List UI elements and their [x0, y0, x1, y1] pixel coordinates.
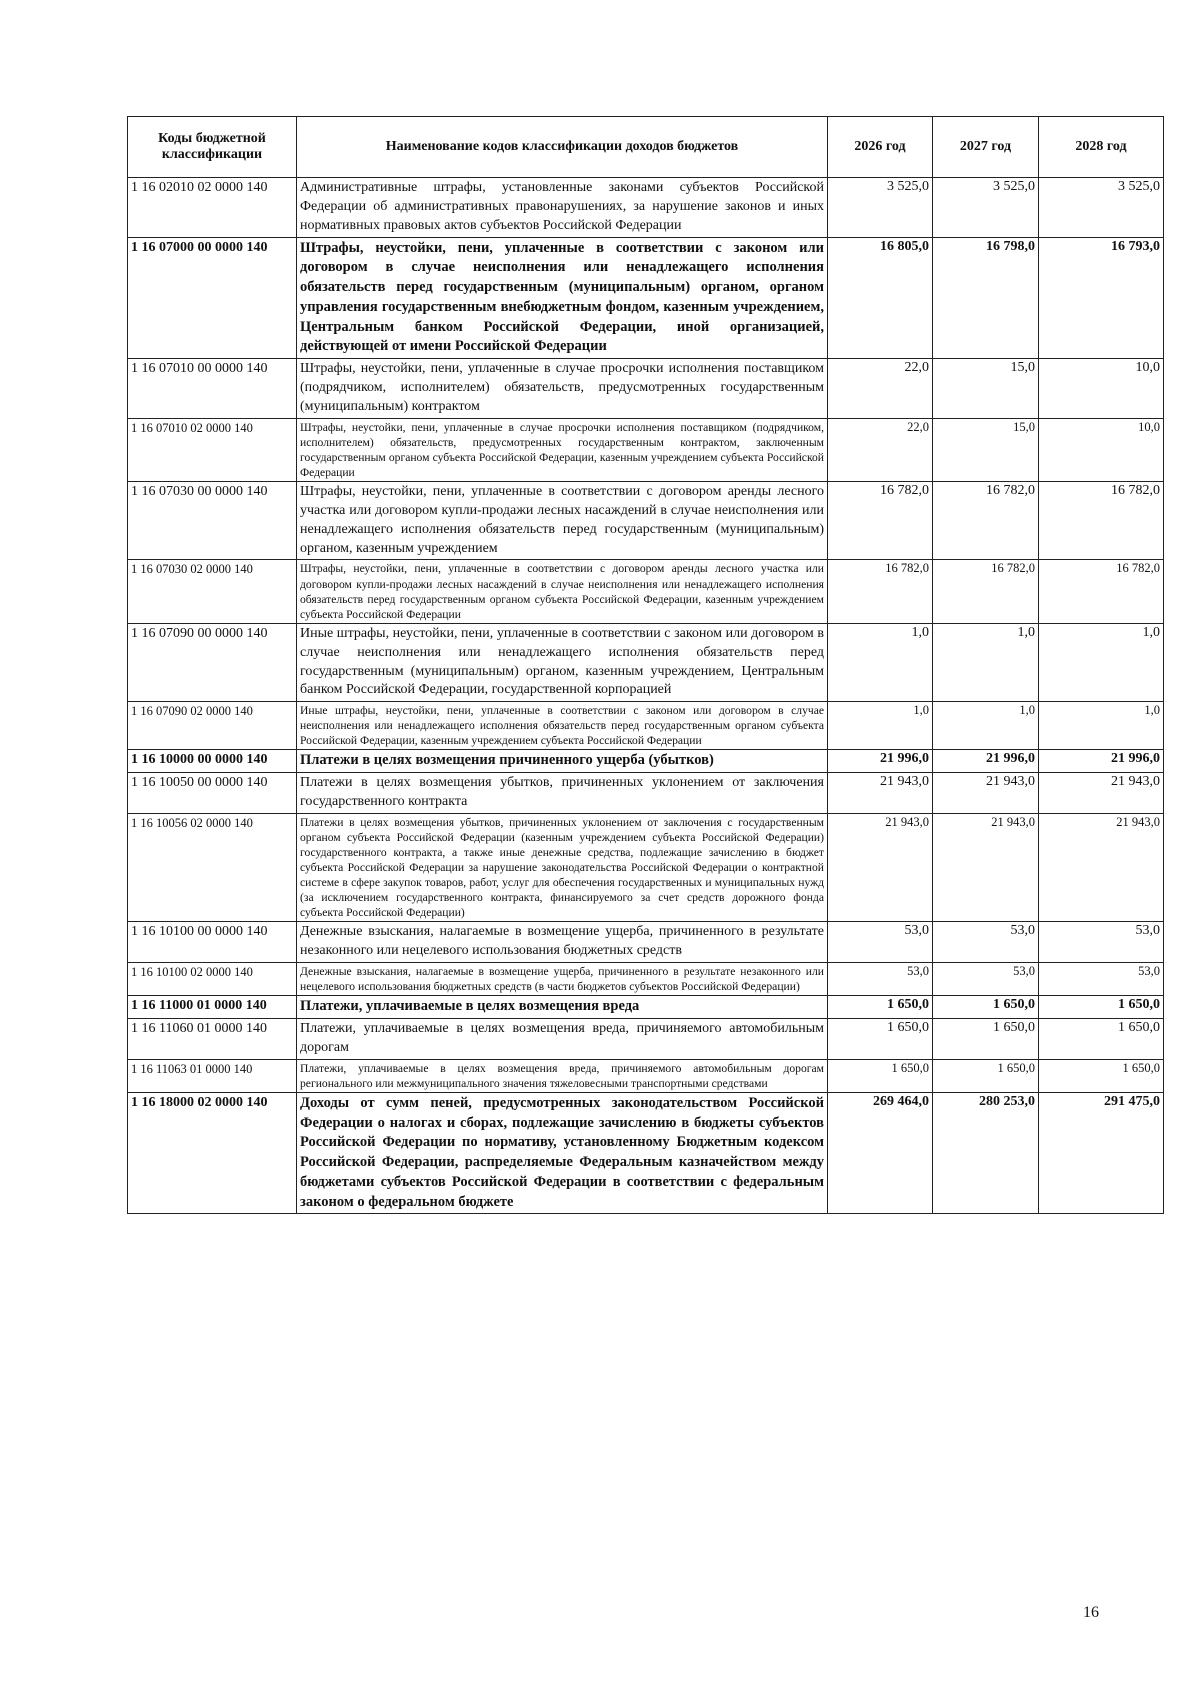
row-value-2026: 16 782,0 [828, 481, 933, 560]
row-value-2027: 16 798,0 [933, 237, 1039, 358]
row-value-2028: 10,0 [1039, 358, 1164, 418]
row-code: 1 16 11063 01 0000 140 [128, 1059, 297, 1092]
row-code: 1 16 10050 00 0000 140 [128, 773, 297, 814]
row-value-2027: 53,0 [933, 922, 1039, 963]
row-value-2026: 1 650,0 [828, 996, 933, 1019]
row-value-2028: 3 525,0 [1039, 178, 1164, 238]
row-code: 1 16 07010 02 0000 140 [128, 418, 297, 481]
row-value-2026: 21 943,0 [828, 813, 933, 921]
row-code: 1 16 07090 00 0000 140 [128, 623, 297, 702]
table-row [128, 702, 1164, 750]
row-code: 1 16 10100 02 0000 140 [128, 963, 297, 996]
table-row [128, 963, 1164, 996]
row-value-2026: 16 782,0 [828, 560, 933, 623]
row-name: Платежи в целях возмещения причиненного ущерба (убытков) [297, 750, 828, 773]
row-value-2027: 3 525,0 [933, 178, 1039, 238]
row-code: 1 16 07090 02 0000 140 [128, 702, 297, 750]
table-row [128, 481, 1164, 560]
table-row [128, 178, 1164, 238]
page-number: 16 [1083, 1604, 1099, 1621]
row-name: Штрафы, неустойки, пени, уплаченные в соответствии с законом или договором в случае неисполнения или ненадлежащего исполнения обязательств перед государственным (муниципальным) органом, органом управления государственным внебюджетным фондом, казенным учреждением, Центральным банком Российской Федерации, иной организацией, действующей от имени Российской Федерации [297, 237, 828, 358]
row-value-2026: 22,0 [828, 358, 933, 418]
row-name: Денежные взыскания, налагаемые в возмещение ущерба, причиненного в результате незаконного или нецелевого использования бюджетных средств [297, 922, 828, 963]
row-name: Иные штрафы, неустойки, пени, уплаченные в соответствии с законом или договором в случае неисполнения или ненадлежащего исполнения обязательств перед государственным (муниципальным) органом, казенным учреждением, Центральным банком Российской Федерации, государственной корпорацией [297, 623, 828, 702]
row-value-2027: 280 253,0 [933, 1092, 1039, 1213]
row-value-2028: 10,0 [1039, 418, 1164, 481]
row-value-2027: 15,0 [933, 358, 1039, 418]
table-row [128, 1059, 1164, 1092]
row-code: 1 16 02010 02 0000 140 [128, 178, 297, 238]
row-value-2027: 16 782,0 [933, 481, 1039, 560]
row-code: 1 16 11000 01 0000 140 [128, 996, 297, 1019]
row-value-2026: 22,0 [828, 418, 933, 481]
table-row [128, 1092, 1164, 1213]
table-row [128, 750, 1164, 773]
row-value-2026: 1 650,0 [828, 1019, 933, 1060]
row-name: Платежи, уплачиваемые в целях возмещения вреда [297, 996, 828, 1019]
row-name: Платежи в целях возмещения убытков, причиненных уклонением от заключения государственного контракта [297, 773, 828, 814]
row-value-2027: 1 650,0 [933, 996, 1039, 1019]
row-code: 1 16 07030 00 0000 140 [128, 481, 297, 560]
row-value-2026: 21 996,0 [828, 750, 933, 773]
row-name: Платежи, уплачиваемые в целях возмещения вреда, причиняемого автомобильным дорогам [297, 1019, 828, 1060]
row-value-2027: 1,0 [933, 702, 1039, 750]
row-value-2028: 1,0 [1039, 702, 1164, 750]
row-value-2027: 21 996,0 [933, 750, 1039, 773]
row-name: Штрафы, неустойки, пени, уплаченные в соответствии с договором аренды лесного участка или договором купли-продажи лесных насаждений в случае неисполнения или ненадлежащего исполнения обязательств перед государственным органом субъекта Российской Федерации, казенным учреждением субъекта Российской Федерации [297, 560, 828, 623]
header-name: Наименование кодов классификации доходов бюджетов [297, 117, 828, 178]
row-name: Денежные взыскания, налагаемые в возмещение ущерба, причиненного в результате незаконного или нецелевого использования бюджетных средств (в части бюджетов субъектов Российской Федерации) [297, 963, 828, 996]
row-value-2028: 21 943,0 [1039, 773, 1164, 814]
row-name: Административные штрафы, установленные законами субъектов Российской Федерации об административных правонарушениях, за нарушение законов и иных нормативных правовых актов субъектов Российской Федерации [297, 178, 828, 238]
row-code: 1 16 10056 02 0000 140 [128, 813, 297, 921]
row-value-2028: 1,0 [1039, 623, 1164, 702]
row-name: Платежи в целях возмещения убытков, причиненных уклонением от заключения с государственным органом субъекта Российской Федерации (казенным учреждением субъекта Российской Федерации) государственного контракта, а также иные денежные средства, подлежащие зачислению в бюджет субъекта Российской Федерации за нарушение законодательства Российской Федерации о контрактной системе в сфере закупок товаров, работ, услуг для обеспечения государственных и муниципальных нужд (за исключением государственного контракта, финансируемого за счет средств дорожного фонда субъекта Российской Федерации) [297, 813, 828, 921]
row-value-2026: 16 805,0 [828, 237, 933, 358]
row-value-2028: 21 943,0 [1039, 813, 1164, 921]
row-value-2026: 1,0 [828, 702, 933, 750]
row-value-2027: 1 650,0 [933, 1019, 1039, 1060]
row-value-2028: 16 793,0 [1039, 237, 1164, 358]
row-value-2026: 3 525,0 [828, 178, 933, 238]
row-value-2028: 1 650,0 [1039, 1059, 1164, 1092]
row-code: 1 16 07000 00 0000 140 [128, 237, 297, 358]
table-header-row [128, 117, 1164, 178]
table-row [128, 237, 1164, 358]
table-row [128, 623, 1164, 702]
row-name: Штрафы, неустойки, пени, уплаченные в случае просрочки исполнения поставщиком (подрядчиком, исполнителем) обязательств, предусмотренных государственным (муниципальным) контрактом [297, 358, 828, 418]
row-value-2028: 53,0 [1039, 963, 1164, 996]
row-code: 1 16 11060 01 0000 140 [128, 1019, 297, 1060]
row-code: 1 16 10100 00 0000 140 [128, 922, 297, 963]
header-2028: 2028 год [1039, 117, 1164, 178]
row-code: 1 16 07010 00 0000 140 [128, 358, 297, 418]
row-code: 1 16 10000 00 0000 140 [128, 750, 297, 773]
row-code: 1 16 18000 02 0000 140 [128, 1092, 297, 1213]
row-value-2026: 269 464,0 [828, 1092, 933, 1213]
row-value-2027: 21 943,0 [933, 813, 1039, 921]
row-value-2028: 21 996,0 [1039, 750, 1164, 773]
row-value-2027: 1,0 [933, 623, 1039, 702]
table-row [128, 773, 1164, 814]
row-value-2026: 53,0 [828, 922, 933, 963]
row-name: Штрафы, неустойки, пени, уплаченные в случае просрочки исполнения поставщиком (подрядчиком, исполнителем) обязательств, предусмотренных государственным контрактом, заключенным государственным органом субъекта Российской Федерации, казенным учреждением субъекта Российской Федерации [297, 418, 828, 481]
header-code: Коды бюджетной классификации [128, 117, 297, 178]
row-value-2028: 16 782,0 [1039, 560, 1164, 623]
row-value-2027: 21 943,0 [933, 773, 1039, 814]
table-row [128, 996, 1164, 1019]
row-value-2026: 1,0 [828, 623, 933, 702]
header-2027: 2027 год [933, 117, 1039, 178]
table-row [128, 813, 1164, 921]
row-value-2028: 1 650,0 [1039, 996, 1164, 1019]
header-2026: 2026 год [828, 117, 933, 178]
table-row [128, 560, 1164, 623]
row-value-2027: 53,0 [933, 963, 1039, 996]
row-value-2028: 53,0 [1039, 922, 1164, 963]
row-name: Штрафы, неустойки, пени, уплаченные в соответствии с договором аренды лесного участка или договором купли-продажи лесных насаждений в случае неисполнения или ненадлежащего исполнения обязательств перед государственным (муниципальным) органом, казенным учреждением [297, 481, 828, 560]
row-name: Платежи, уплачиваемые в целях возмещения вреда, причиняемого автомобильным дорогам регионального или межмуниципального значения тяжеловесными транспортными средствами [297, 1059, 828, 1092]
row-value-2027: 15,0 [933, 418, 1039, 481]
table-row [128, 922, 1164, 963]
row-value-2026: 1 650,0 [828, 1059, 933, 1092]
row-value-2027: 16 782,0 [933, 560, 1039, 623]
row-value-2028: 291 475,0 [1039, 1092, 1164, 1213]
row-name: Доходы от сумм пеней, предусмотренных законодательством Российской Федерации о налогах и сборах, подлежащие зачислению в бюджеты субъектов Российской Федерации по нормативу, установленному Бюджетным кодексом Российской Федерации, распределяемые Федеральным казначейством между бюджетами субъектов Российской Федерации в соответствии с федеральным законом о федеральном бюджете [297, 1092, 828, 1213]
row-value-2028: 16 782,0 [1039, 481, 1164, 560]
table-row [128, 1019, 1164, 1060]
row-value-2026: 53,0 [828, 963, 933, 996]
row-code: 1 16 07030 02 0000 140 [128, 560, 297, 623]
document-page [127, 116, 1163, 1214]
row-value-2028: 1 650,0 [1039, 1019, 1164, 1060]
row-value-2027: 1 650,0 [933, 1059, 1039, 1092]
row-name: Иные штрафы, неустойки, пени, уплаченные в соответствии с законом или договором в случае неисполнения или ненадлежащего исполнения обязательств перед государственным органом субъекта Российской Федерации, казенным учреждением субъекта Российской Федерации [297, 702, 828, 750]
budget-revenue-table [127, 116, 1164, 1214]
row-value-2026: 21 943,0 [828, 773, 933, 814]
table-row [128, 418, 1164, 481]
table-row [128, 358, 1164, 418]
